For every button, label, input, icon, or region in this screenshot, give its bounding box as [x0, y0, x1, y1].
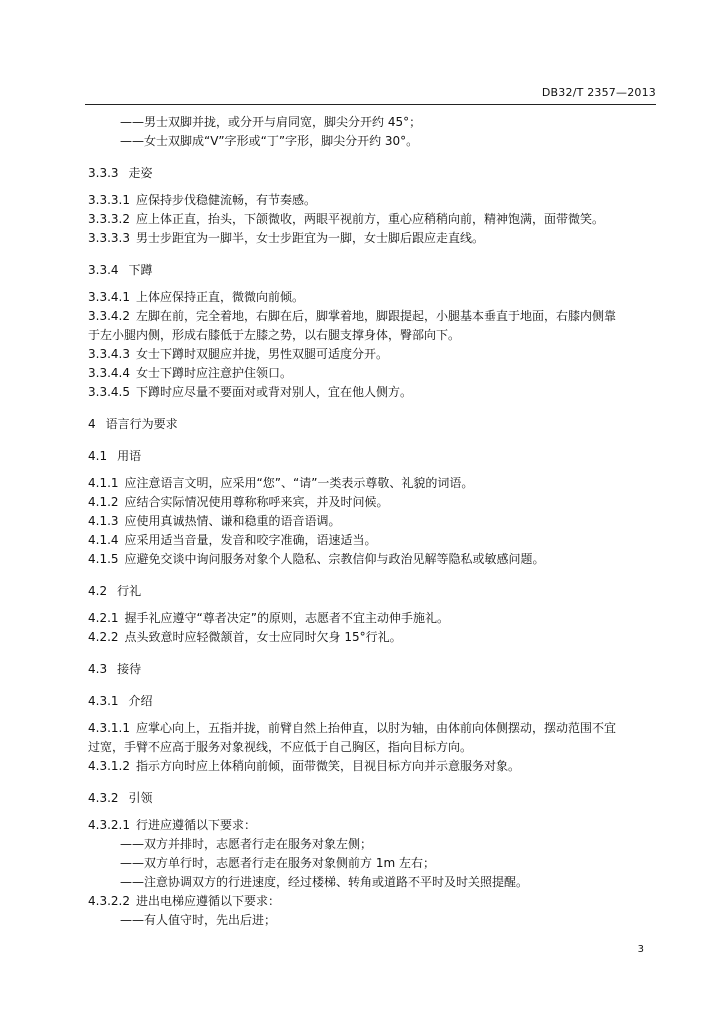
list-item: ——双方并排时，志愿者行走在服务对象左侧；	[120, 837, 373, 851]
list-item: ——注意协调双方的行进速度，经过楼梯、转角或道路不平时及时关照提醒。	[120, 875, 529, 889]
clause: 4.3.1.2 指示方向时应上体稍向前倾，面带微笑，目视目标方向并示意服务对象。	[88, 759, 520, 773]
clause: 3.3.4.2 左脚在前，完全着地，右脚在后，脚掌着地，脚跟提起，小腿基本垂直于地面，右膝内侧靠	[88, 309, 616, 323]
list-item: ——有人值守时，先出后进；	[120, 913, 277, 927]
clause: 3.3.3.2 应上体正直，抬头，下颌微收，两眼平视前方，重心应稍稍向前，精神饱满，面带微笑。	[88, 212, 604, 226]
clause: 4.1.3 应使用真诚热情、谦和稳重的语音语调。	[88, 514, 341, 528]
clause: 3.3.3.1 应保持步伐稳健流畅，有节奏感。	[88, 193, 316, 207]
list-item: ——女士双脚成“V”字形或“丁”字形，脚尖分开约 30°。	[120, 134, 419, 148]
clause-continuation: 过宽，手臂不应高于服务对象视线，不应低于自己胸区，指向目标方向。	[88, 740, 473, 754]
section-heading: 4.1 用语	[88, 449, 142, 463]
clause: 4.3.2.2 进出电梯应遵循以下要求：	[88, 894, 280, 908]
clause: 4.2.1 握手礼应遵守“尊者决定”的原则，志愿者不宜主动伸手施礼。	[88, 611, 449, 625]
clause: 4.1.1 应注意语言文明，应采用“您”、“请”一类表示尊敬、礼貌的词语。	[88, 476, 474, 490]
clause: 3.3.4.1 上体应保持正直，微微向前倾。	[88, 290, 304, 304]
list-item: ——双方单行时，志愿者行走在服务对象侧前方 1m 左右；	[120, 856, 435, 870]
clause: 3.3.3.3 男士步距宜为一脚半，女士步距宜为一脚，女士脚后跟应走直线。	[88, 231, 484, 245]
page-content	[88, 113, 658, 930]
header-rule	[85, 104, 656, 105]
section-heading: 4.3.1 介绍	[88, 694, 153, 708]
clause: 4.3.1.1 应掌心向上，五指并拢，前臂自然上抬伸直，以肘为轴，由体前向体侧摆动，摆动范围不宜	[88, 721, 616, 735]
clause: 3.3.4.3 女士下蹲时双腿应并拢，男性双腿可适度分开。	[88, 347, 388, 361]
clause: 3.3.4.4 女士下蹲时应注意护住领口。	[88, 366, 292, 380]
clause: 4.1.2 应结合实际情况使用尊称称呼来宾，并及时问候。	[88, 495, 389, 509]
clause: 3.3.4.5 下蹲时应尽量不要面对或背对别人，宜在他人侧方。	[88, 385, 412, 399]
section-heading: 4.2 行礼	[88, 584, 142, 598]
standard-number: DB32/T 2357—2013	[541, 86, 656, 99]
section-heading: 4.3.2 引领	[88, 791, 153, 805]
clause: 4.3.2.1 行进应遵循以下要求：	[88, 818, 256, 832]
section-heading: 3.3.4 下蹲	[88, 263, 153, 277]
chapter-heading: 4 语言行为要求	[88, 417, 178, 431]
list-item: ——男士双脚并拢，或分开与肩同宽，脚尖分开约 45°；	[120, 115, 422, 129]
page-number: 3	[637, 944, 644, 955]
clause: 4.1.5 应避免交谈中询问服务对象个人隐私、宗教信仰与政治见解等隐私或敏感问题。	[88, 552, 545, 566]
clause-continuation: 于左小腿内侧，形成右膝低于左膝之势，以右腿支撑身体，臀部向下。	[88, 328, 461, 342]
clause: 4.1.4 应采用适当音量，发音和咬字准确，语速适当。	[88, 533, 377, 547]
clause: 4.2.2 点头致意时应轻微颔首，女士应同时欠身 15°行礼。	[88, 630, 402, 644]
section-heading: 4.3 接待	[88, 662, 142, 676]
section-heading: 3.3.3 走姿	[88, 166, 153, 180]
